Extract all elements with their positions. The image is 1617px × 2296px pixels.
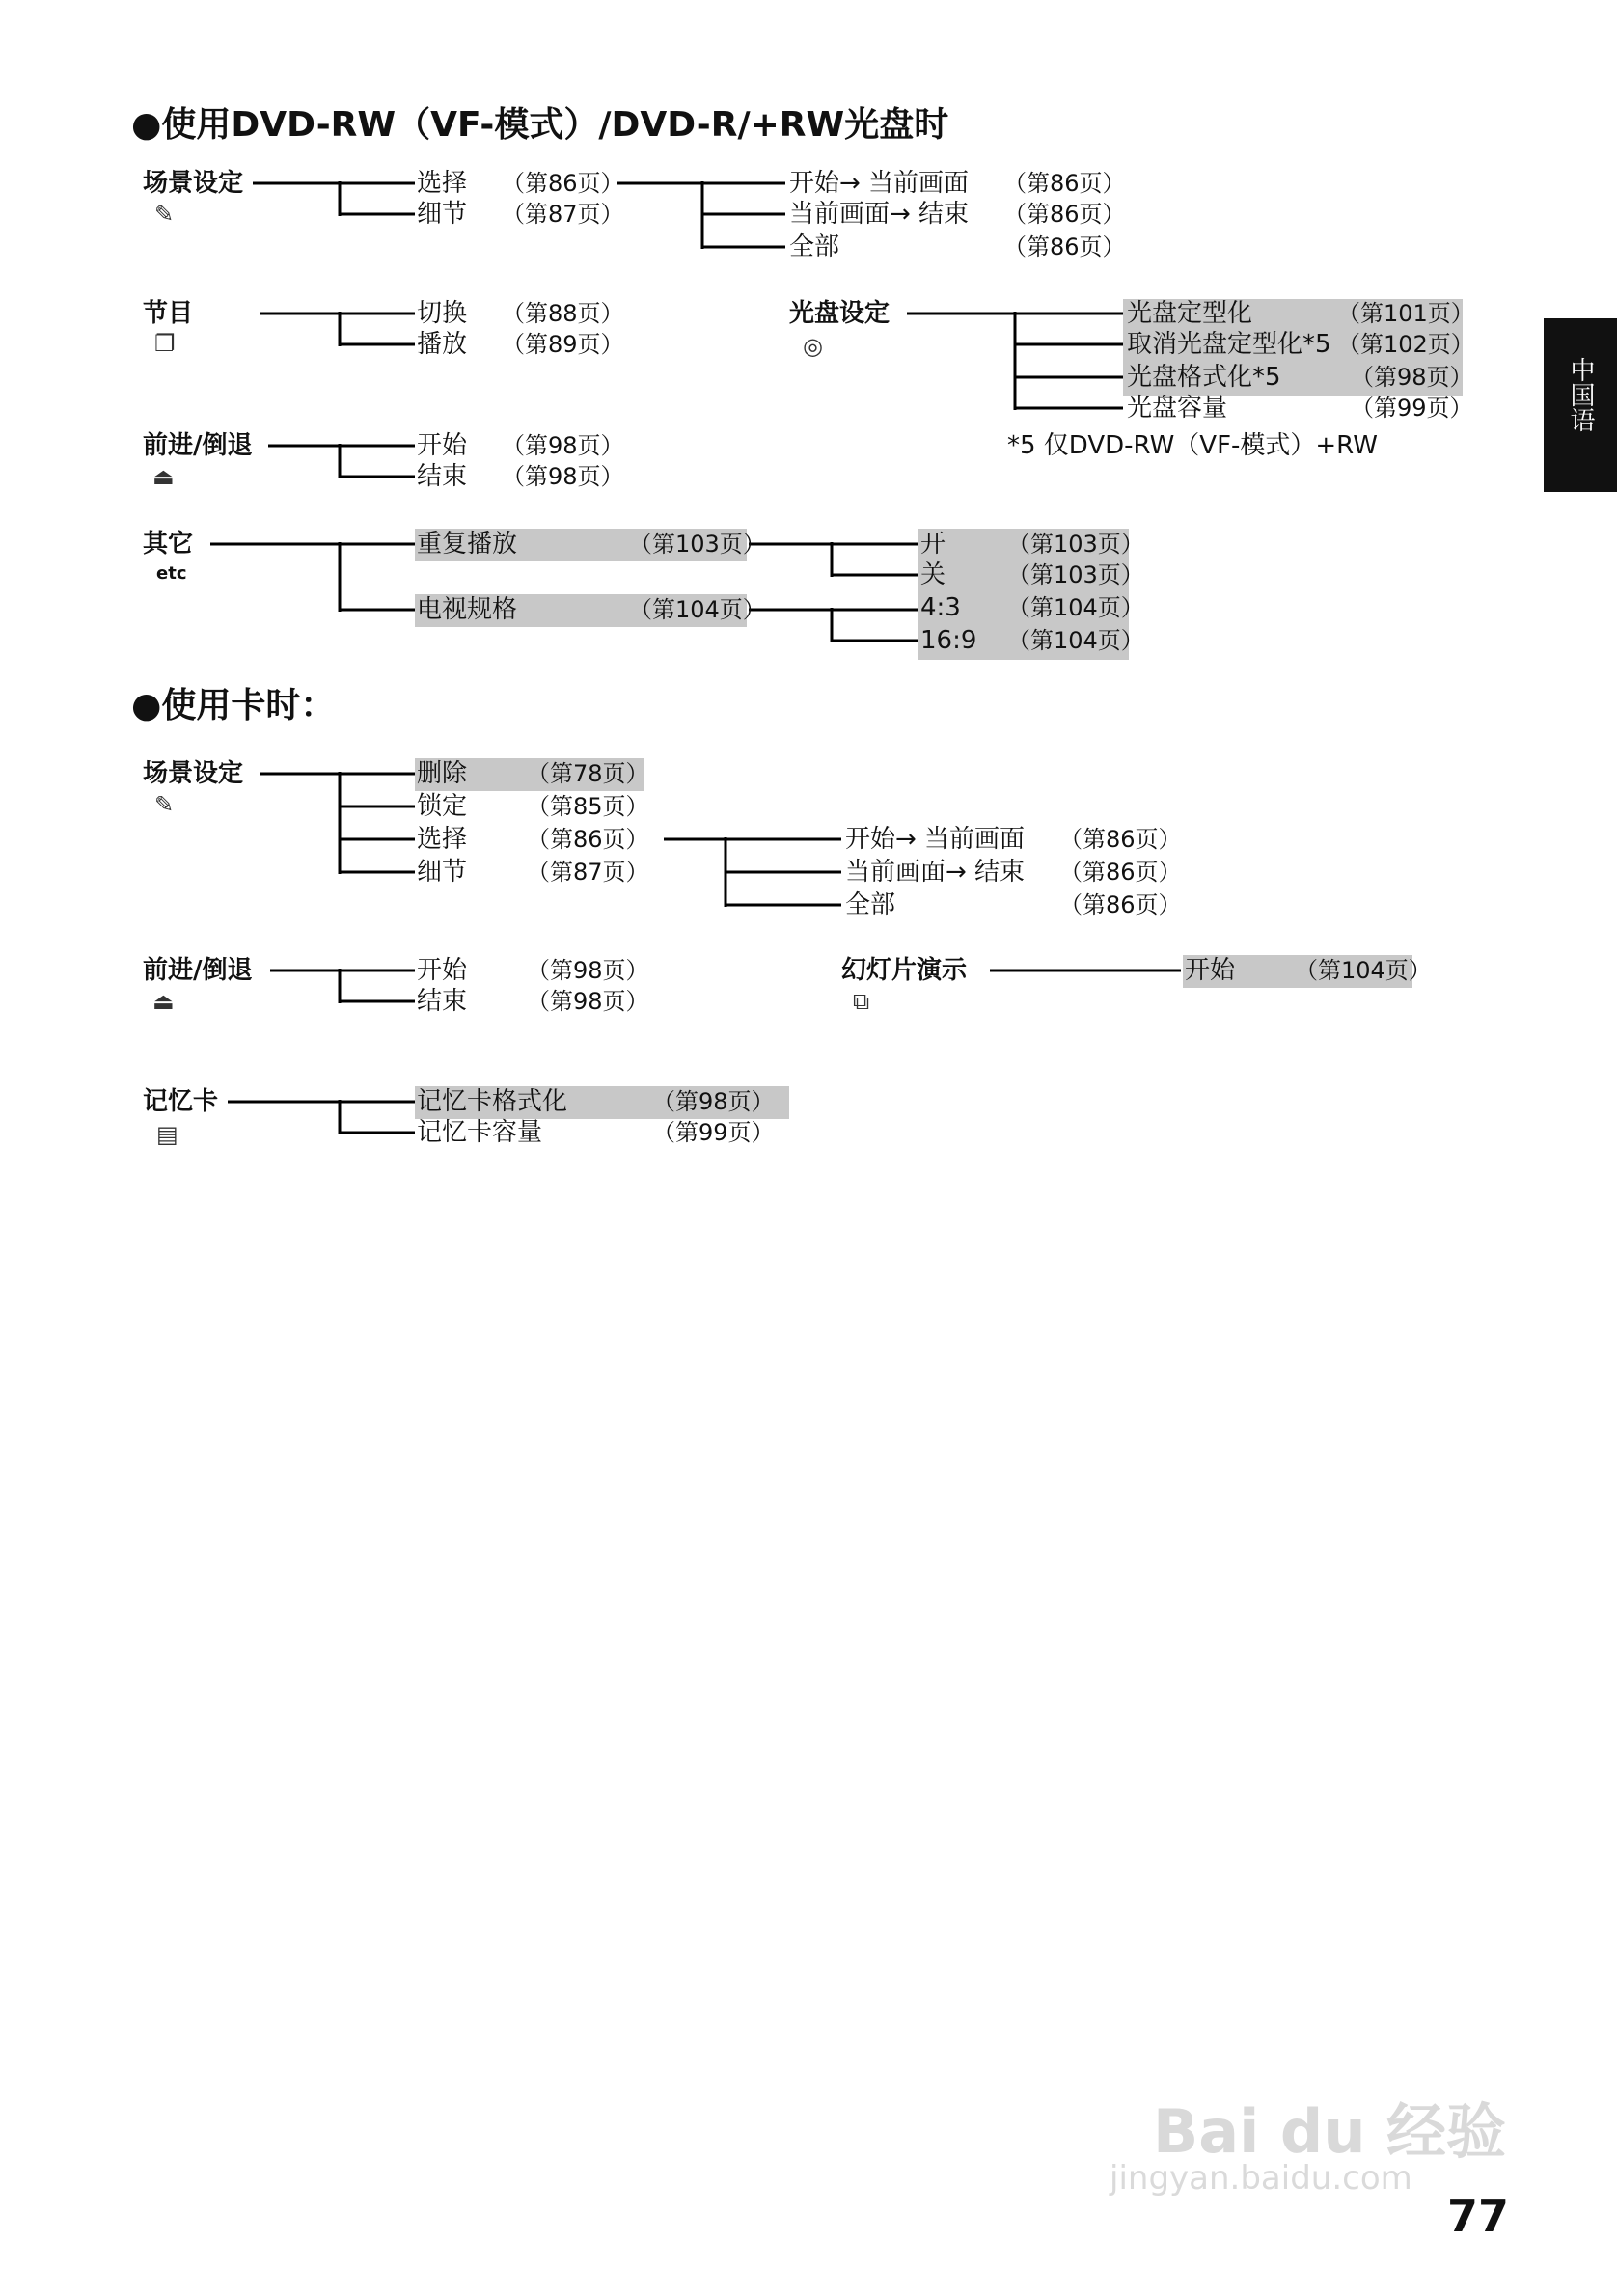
option-select[interactable]: 选择 — [417, 169, 468, 198]
option-current-to-end[interactable]: 当前画面→ 结束 — [845, 858, 1026, 887]
option-start[interactable]: 开始 — [417, 956, 468, 985]
scene-icon: ✎ — [154, 201, 175, 228]
page-ref: （第86页） — [1059, 859, 1182, 886]
page-ref: （第86页） — [1059, 891, 1182, 918]
option-off[interactable]: 关 — [920, 560, 946, 589]
page-ref: （第98页） — [502, 463, 624, 490]
page-ref: （第98页） — [1351, 364, 1473, 391]
language-side-tab — [1544, 318, 1617, 492]
menu-program[interactable]: 节目 — [143, 299, 194, 328]
page-ref: （第86页） — [1003, 170, 1126, 197]
page-ref: （第104页） — [1007, 627, 1144, 654]
option-end[interactable]: 结束 — [417, 987, 468, 1016]
page-number: 77 — [1447, 2190, 1510, 2242]
option-16-9[interactable]: 16:9 — [920, 626, 977, 655]
option-end[interactable]: 结束 — [417, 462, 468, 491]
section1-heading: ●使用DVD-RW（VF-模式）/DVD-R/+RW光盘时 — [131, 105, 949, 145]
option-card-capacity[interactable]: 记忆卡容量 — [417, 1118, 543, 1147]
page-ref: （第89页） — [502, 331, 624, 358]
skip-icon: ⏏ — [152, 463, 175, 490]
menu-disc-settings[interactable]: 光盘设定 — [789, 299, 891, 328]
language-tab-label: 中国语 — [1566, 357, 1595, 432]
option-finalize-disc[interactable]: 光盘定型化 — [1127, 299, 1253, 328]
option-play[interactable]: 播放 — [417, 330, 468, 359]
menu-slideshow[interactable]: 幻灯片演示 — [841, 956, 968, 985]
menu-memory-card[interactable]: 记忆卡 — [143, 1087, 219, 1116]
menu-other[interactable]: 其它 — [143, 530, 194, 559]
page-ref: （第103页） — [629, 531, 766, 558]
page-ref: （第85页） — [527, 793, 649, 820]
option-start[interactable]: 开始 — [417, 431, 468, 460]
option-all[interactable]: 全部 — [789, 232, 840, 261]
page-ref: （第88页） — [502, 300, 624, 327]
menu-scene-settings[interactable]: 场景设定 — [143, 169, 244, 198]
page-ref: （第78页） — [527, 760, 649, 787]
watermark-url: jingyan.baidu.com — [1110, 2159, 1412, 2198]
option-format-card[interactable]: 记忆卡格式化 — [417, 1087, 568, 1116]
option-on[interactable]: 开 — [920, 530, 946, 559]
page-ref: （第98页） — [527, 957, 649, 984]
page-ref: （第86页） — [502, 170, 624, 197]
option-repeat-play[interactable]: 重复播放 — [417, 530, 518, 559]
option-4-3[interactable]: 4:3 — [920, 593, 961, 622]
page-ref: （第104页） — [1295, 957, 1432, 984]
menu-skip[interactable]: 前进/倒退 — [143, 431, 253, 460]
program-icon: ❐ — [154, 330, 176, 357]
page-ref: （第87页） — [527, 859, 649, 886]
etc-icon: etc — [156, 563, 187, 584]
option-delete[interactable]: 删除 — [417, 759, 468, 788]
page-ref: （第86页） — [1003, 201, 1126, 228]
page-ref: （第103页） — [1007, 531, 1144, 558]
page-ref: （第104页） — [1007, 594, 1144, 621]
page-ref: （第99页） — [652, 1119, 775, 1146]
memory-card-icon: ▤ — [156, 1121, 178, 1148]
page-ref: （第98页） — [502, 432, 624, 459]
option-unfinalize-disc[interactable]: 取消光盘定型化*5 — [1127, 330, 1331, 359]
option-slideshow-start[interactable]: 开始 — [1185, 956, 1236, 985]
page-ref: （第86页） — [1059, 826, 1182, 853]
option-switch[interactable]: 切换 — [417, 299, 468, 328]
scene-icon: ✎ — [154, 791, 175, 818]
option-format-disc[interactable]: 光盘格式化*5 — [1127, 363, 1281, 392]
option-current-to-end[interactable]: 当前画面→ 结束 — [789, 200, 970, 229]
menu-scene-settings[interactable]: 场景设定 — [143, 759, 244, 788]
page-ref: （第98页） — [527, 988, 649, 1015]
page-ref: （第103页） — [1007, 561, 1144, 588]
page-ref: （第102页） — [1337, 331, 1474, 358]
page-ref: （第86页） — [527, 826, 649, 853]
page-ref: （第101页） — [1337, 300, 1474, 327]
menu-skip[interactable]: 前进/倒退 — [143, 956, 253, 985]
option-disc-capacity[interactable]: 光盘容量 — [1127, 394, 1228, 423]
page-ref: （第87页） — [502, 201, 624, 228]
option-tv-format[interactable]: 电视规格 — [417, 595, 518, 624]
disc-icon: ◎ — [803, 333, 823, 360]
section2-heading: ●使用卡时： — [131, 686, 336, 725]
option-detail[interactable]: 细节 — [417, 858, 468, 887]
page-ref: （第99页） — [1351, 395, 1473, 422]
option-lock[interactable]: 锁定 — [417, 792, 468, 821]
page-ref: （第98页） — [652, 1088, 775, 1115]
slideshow-icon: ⧉ — [853, 988, 870, 1015]
option-all[interactable]: 全部 — [845, 890, 896, 919]
option-detail[interactable]: 细节 — [417, 200, 468, 229]
page-ref: （第104页） — [629, 596, 766, 623]
option-start-to-current[interactable]: 开始→ 当前画面 — [789, 169, 970, 198]
footnote-5: *5 仅DVD-RW（VF-模式）+RW — [1007, 431, 1378, 460]
option-start-to-current[interactable]: 开始→ 当前画面 — [845, 825, 1026, 854]
skip-icon: ⏏ — [152, 988, 175, 1015]
page-ref: （第86页） — [1003, 233, 1126, 260]
watermark-logo: Bai du 经验 — [1153, 2096, 1507, 2167]
option-select[interactable]: 选择 — [417, 825, 468, 854]
